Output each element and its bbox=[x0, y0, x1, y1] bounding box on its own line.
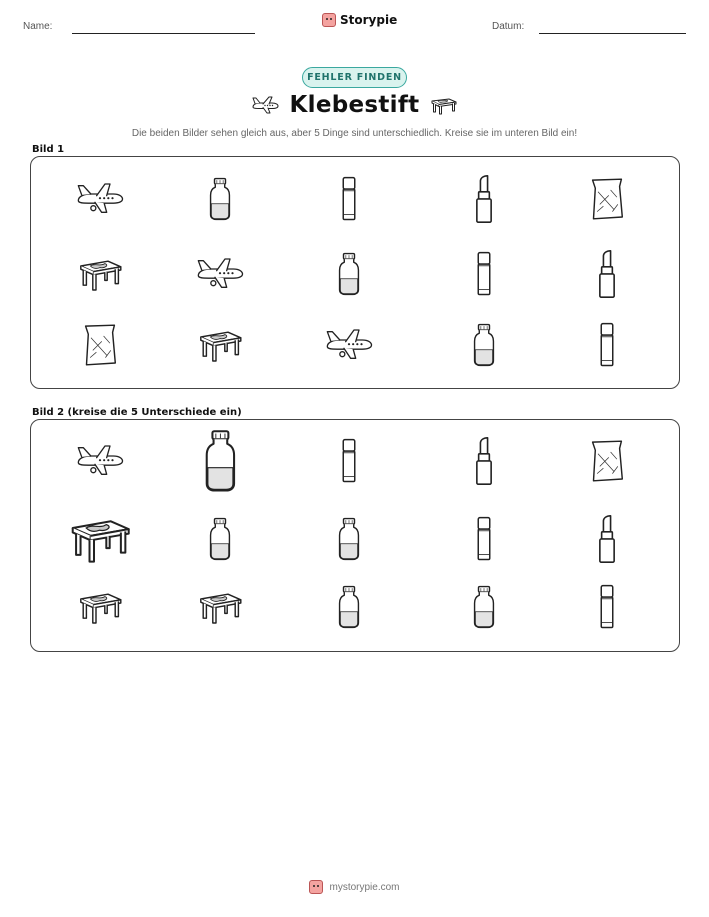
jar-icon[interactable] bbox=[472, 585, 496, 629]
brand-name: Storypie bbox=[340, 13, 398, 27]
table-icon-graphic bbox=[196, 589, 244, 625]
jar-icon-graphic bbox=[472, 585, 496, 629]
jar-icon[interactable] bbox=[337, 517, 361, 561]
glue-stick-icon bbox=[341, 176, 357, 222]
jar-icon[interactable] bbox=[208, 517, 232, 561]
lipstick-icon-graphic bbox=[598, 514, 616, 564]
plastic-bag-icon bbox=[82, 323, 118, 367]
airplane-icon[interactable] bbox=[75, 444, 125, 478]
glue-stick-icon[interactable] bbox=[341, 438, 357, 484]
table-icon bbox=[428, 95, 458, 117]
glue-stick-icon-graphic bbox=[476, 516, 492, 562]
table-icon-graphic bbox=[66, 514, 133, 564]
jar-icon[interactable] bbox=[337, 585, 361, 629]
airplane-icon bbox=[75, 182, 125, 216]
jar-icon bbox=[337, 252, 361, 296]
jar-icon bbox=[472, 323, 496, 367]
airplane-icon-graphic bbox=[75, 182, 125, 216]
glue-stick-icon-graphic bbox=[341, 438, 357, 484]
lipstick-icon[interactable] bbox=[475, 436, 493, 486]
airplane-icon bbox=[324, 328, 374, 362]
lipstick-icon bbox=[475, 174, 493, 224]
table-icon[interactable] bbox=[196, 589, 244, 625]
storypie-logo-icon bbox=[322, 13, 336, 27]
table-icon-graphic bbox=[76, 589, 124, 625]
page-footer bbox=[0, 880, 709, 894]
date-field-line[interactable] bbox=[539, 33, 686, 34]
activity-badge: FEHLER FINDEN bbox=[302, 67, 407, 88]
table-icon bbox=[196, 327, 244, 363]
picture1-label: Bild 1 bbox=[32, 144, 65, 155]
jar-icon-graphic bbox=[208, 517, 232, 561]
name-label: Name: bbox=[23, 21, 53, 32]
glue-stick-icon bbox=[599, 322, 615, 368]
jar-icon[interactable] bbox=[203, 429, 238, 493]
glue-stick-icon-graphic bbox=[476, 251, 492, 297]
plastic-bag-icon[interactable] bbox=[589, 439, 625, 483]
table-icon-graphic bbox=[196, 327, 244, 363]
table-icon-graphic bbox=[76, 256, 124, 292]
plastic-bag-icon-graphic bbox=[589, 177, 625, 221]
glue-stick-icon[interactable] bbox=[476, 516, 492, 562]
picture2-label: Bild 2 (kreise die 5 Unterschiede ein) bbox=[32, 407, 242, 418]
table-icon bbox=[76, 256, 124, 292]
jar-icon-graphic bbox=[337, 252, 361, 296]
jar-icon-graphic bbox=[337, 517, 361, 561]
airplane-icon-graphic bbox=[324, 328, 374, 362]
lipstick-icon-graphic bbox=[475, 174, 493, 224]
jar-icon-graphic bbox=[472, 323, 496, 367]
name-field-line[interactable] bbox=[72, 33, 255, 34]
lipstick-icon[interactable] bbox=[598, 514, 616, 564]
plastic-bag-icon-graphic bbox=[589, 439, 625, 483]
airplane-icon-graphic bbox=[75, 444, 125, 478]
brand-logo bbox=[322, 13, 397, 27]
page-title: Klebestift bbox=[289, 92, 420, 118]
jar-icon-graphic bbox=[203, 429, 238, 493]
lipstick-icon-graphic bbox=[475, 436, 493, 486]
glue-stick-icon[interactable] bbox=[599, 584, 615, 630]
jar-icon-graphic bbox=[337, 585, 361, 629]
table-icon[interactable] bbox=[76, 589, 124, 625]
plastic-bag-icon bbox=[589, 177, 625, 221]
lipstick-icon bbox=[598, 249, 616, 299]
lipstick-icon-graphic bbox=[598, 249, 616, 299]
plastic-bag-icon-graphic bbox=[82, 323, 118, 367]
airplane-icon-graphic bbox=[195, 257, 245, 291]
jar-icon bbox=[208, 177, 232, 221]
table-icon[interactable] bbox=[66, 514, 133, 564]
glue-stick-icon bbox=[476, 251, 492, 297]
storypie-logo-icon bbox=[309, 880, 323, 894]
airplane-icon bbox=[195, 257, 245, 291]
date-label: Datum: bbox=[492, 21, 525, 32]
instruction-text: Die beiden Bilder sehen gleich aus, aber 5 Dinge sind unterschiedlich. Kreise sie im unteren Bild ein! bbox=[131, 128, 578, 139]
glue-stick-icon-graphic bbox=[599, 322, 615, 368]
footer-url[interactable]: mystorypie.com bbox=[329, 881, 400, 893]
page-header bbox=[0, 0, 709, 50]
jar-icon-graphic bbox=[208, 177, 232, 221]
glue-stick-icon-graphic bbox=[341, 176, 357, 222]
glue-stick-icon-graphic bbox=[599, 584, 615, 630]
